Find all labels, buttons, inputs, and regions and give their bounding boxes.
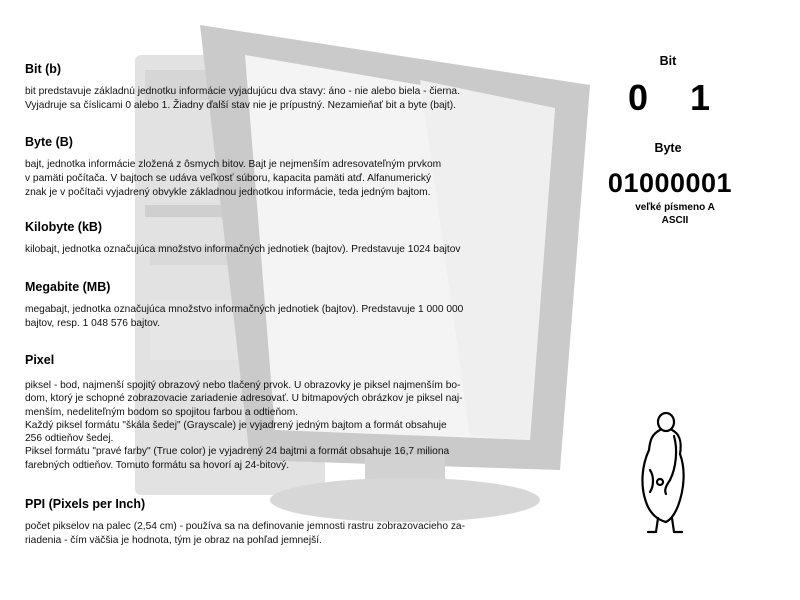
text-line: riadenia - čím väčšia je hodnota, tým je obraz na pohľad jemnejší. [25, 535, 322, 546]
section-bit [25, 62, 555, 113]
text-line: znak je v počítači vyjadrený obvykle základnou jednotkou informácie, teda jedným bajtom. [25, 187, 431, 198]
section-title: PPI (Pixels per Inch) [25, 497, 146, 511]
text-line: bit predstavuje základnú jednotku informácie vyjadujúcu dva stavy: áno - nie alebo biela - čierna. [25, 86, 460, 97]
text-line: Každý piksel formátu "škála šedej" (Grayscale) je vyjadrený jedným bajtom a formát obsahuje [25, 419, 447, 431]
standing-person-figure-icon [636, 410, 696, 535]
bit-digit-one: 1 [689, 77, 711, 118]
text-line: farebných odtieňov. Tomuto formátu sa hovorí aj 24-bitový. [25, 459, 290, 471]
text-line: kilobajt, jednotka označujúca množstvo informačných jednotiek (bajtov). Predstavuje 1024 bajtov [25, 244, 461, 255]
text-line: dom, ktorý je schopné zobrazovacie zariadenie adresovať. U bitmapových obrázkov je piksel naj- [25, 393, 463, 405]
text-line: 256 odtieňov šedej. [25, 433, 114, 445]
section-title: Byte (B) [25, 135, 73, 149]
section-text [25, 85, 555, 113]
section-title: Megabite (MB) [25, 280, 111, 294]
byte-caption [600, 201, 750, 227]
text-line: piksel - bod, najmenší spojitý obrazový nebo tlačený prvok. U obrazovky je piksel najmenším bo- [25, 380, 461, 391]
section-text [25, 243, 555, 257]
section-title: Bit (b) [25, 62, 62, 76]
bit-digit-zero: 0 [627, 77, 649, 118]
text-line: menším, nedeliteľným bodom so spojitou farbou a odtieňom. [25, 406, 299, 418]
section-text [25, 379, 555, 472]
section-text [25, 158, 555, 200]
byte-heading: Byte [654, 141, 682, 155]
section-kilobyte [25, 220, 555, 257]
text-line: Piksel formátu "pravé farby" (True color) je vyjadrený 24 bajtmi a formát obsahuje 16,7 miliona [25, 446, 450, 458]
text-line: bajtov, resp. 1 048 576 bajtov. [25, 318, 160, 329]
section-title: Pixel [25, 353, 55, 367]
text-line: megabajt, jednotka označujúca množstvo informačných jednotiek (bajtov). Predstavuje 1 000 000 [25, 304, 464, 315]
section-text [25, 303, 555, 331]
section-text [25, 520, 555, 548]
section-byte [25, 135, 555, 200]
section-title: Kilobyte (kB) [25, 220, 103, 234]
byte-binary-value: 01000001 [607, 168, 733, 198]
text-line: bajt, jednotka informácie zložená z ôsmych bitov. Bajt je nejmenším adresovateľným prvkom [25, 159, 442, 170]
section-pixel [25, 353, 555, 472]
text-line: počet pikselov na palec (2,54 cm) - používa sa na definovanie jemnosti rastru zobrazovacieho za- [25, 521, 465, 532]
byte-caption-line: veľké písmeno A [635, 202, 715, 213]
section-megabyte [25, 280, 555, 331]
bit-heading: Bit [659, 54, 677, 68]
byte-caption-line: ASCII [661, 215, 689, 226]
text-line: Vyjadruje sa číslicami 0 alebo 1. Žiadny ďalší stav nie je prípustný. Nezamieňať bit a byte (bajt). [25, 100, 456, 111]
text-line: v pamäti počítača. V bajtoch se udáva veľkosť súboru, kapacita pamäti atď. Alfanumerický [25, 173, 432, 184]
section-ppi [25, 497, 555, 548]
